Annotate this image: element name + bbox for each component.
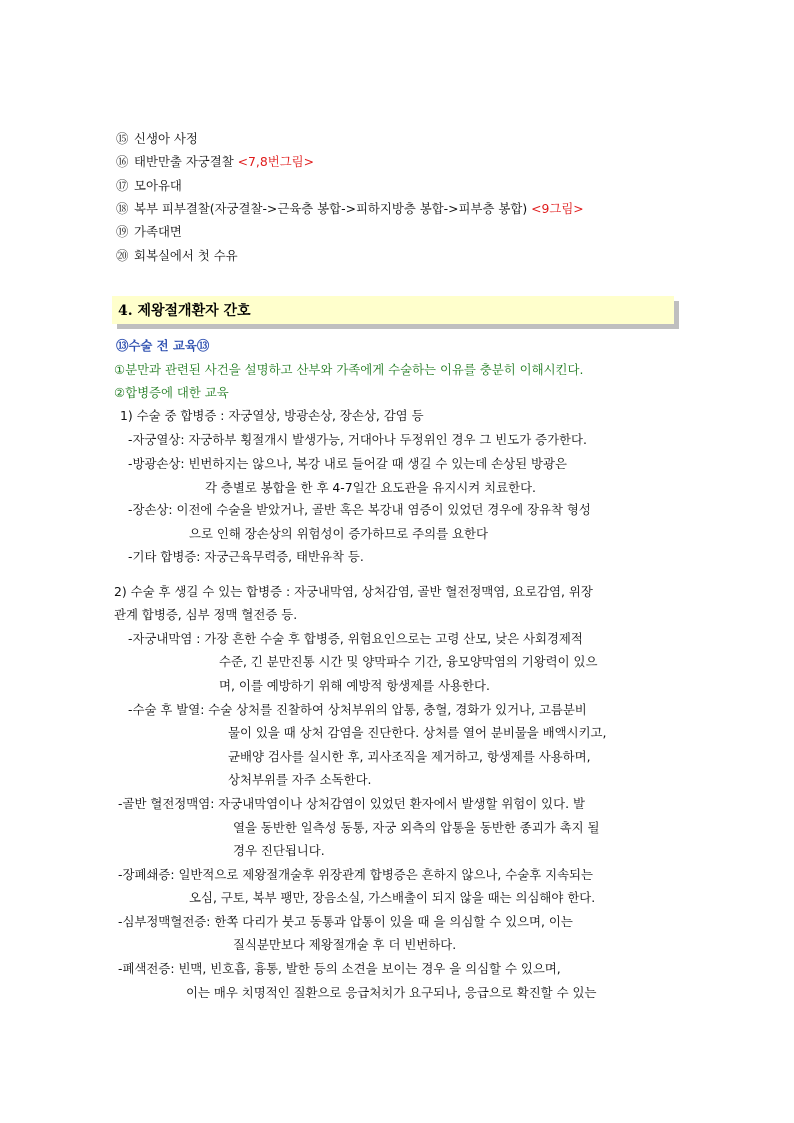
step-19: ⑲ 가족대면 xyxy=(116,224,182,239)
step-18: ⑱ 복부 피부결찰(자궁결찰->근육층 봉합->피하지방층 봉합->피부층 봉합) <9그림> xyxy=(116,201,584,216)
step-16: ⑯ 태반만출 자궁결찰 <7,8번그림> xyxy=(116,154,315,169)
step-15: ⑮ 신생아 사정 xyxy=(116,131,198,146)
text-line: -골반 혈전정맥염: 자궁내막염이나 상처감염이 있었던 환자에서 발생할 위험이 있다. 발 xyxy=(118,796,585,811)
text-line: 각 층별로 봉합을 한 후 4-7일간 요도관을 유지시켜 치료한다. xyxy=(205,480,536,495)
text-line: 상처부위를 자주 소독한다. xyxy=(228,772,372,787)
text-line: 오심, 구토, 복부 팽만, 장음소실, 가스배출이 되지 않을 때는 의심해야 한다. xyxy=(189,890,596,905)
step-20: ⑳ 회복실에서 첫 수유 xyxy=(116,248,238,263)
step-17: ⑰ 모아유대 xyxy=(116,178,182,193)
text-line: 질식분만보다 제왕절개술 후 더 빈번하다. xyxy=(233,937,457,952)
text-line: -자궁내막염 : 가장 흔한 수술 후 합병증, 위험요인으로는 고령 산모, 낮은 사회경제적 xyxy=(128,631,583,646)
figure-ref: <9그림> xyxy=(531,201,584,216)
text-line: 2) 수술 후 생길 수 있는 합병증 : 자궁내막염, 상처감염, 골반 혈전정맥염, 요로감염, 위장 xyxy=(114,584,593,599)
subsection-title: ⑬수술 전 교육⑬ xyxy=(116,338,210,353)
text-line: -수술 후 발열: 수술 상처를 진찰하여 상처부위의 압통, 충혈, 경화가 있거나, 고름분비 xyxy=(128,702,587,717)
text-line: 물이 있을 때 상처 감염을 진단한다. 상처를 열어 분비물을 배액시키고, xyxy=(228,725,607,740)
text-line: -방광손상: 빈번하지는 않으나, 복강 내로 들어갈 때 생길 수 있는데 손상된 방광은 xyxy=(128,456,567,471)
education-item-2: ②합병증에 대한 교육 xyxy=(114,385,229,400)
text-line: 며, 이를 예방하기 위해 예방적 항생제를 사용한다. xyxy=(219,678,490,693)
education-item-1: ①분만과 관련된 사건을 설명하고 산부와 가족에게 수술하는 이유를 충분히 이해시킨다. xyxy=(114,362,584,377)
section-title: 4. 제왕절개환자 간호 xyxy=(118,303,251,319)
text-line: 균배양 검사를 실시한 후, 괴사조직을 제거하고, 항생제를 사용하며, xyxy=(228,749,591,764)
section-heading xyxy=(112,296,674,324)
figure-ref: <7,8번그림> xyxy=(237,154,315,169)
text-line: -폐색전증: 빈맥, 빈호흡, 흉통, 발한 등의 소견을 보이는 경우 을 의심할 수 있으며, xyxy=(118,961,561,976)
text-line: 경우 진단됩니다. xyxy=(233,843,325,858)
text-line: 이는 매우 치명적인 질환으로 응급처치가 요구되나, 응급으로 확진할 수 있는 xyxy=(186,985,597,1000)
text-line: -장손상: 이전에 수술을 받았거나, 골반 혹은 복강내 염증이 있었던 경우에 장유착 형성 xyxy=(128,502,591,517)
text-line: 열을 동반한 일측성 동통, 자궁 외측의 압통을 동반한 종괴가 촉지 될 xyxy=(233,820,600,835)
text-line: -자궁열상: 자궁하부 횡절개시 발생가능, 거대아나 두정위인 경우 그 빈도가 증가한다. xyxy=(128,432,587,447)
text-line: 으로 인해 장손상의 위험성이 증가하므로 주의를 요한다 xyxy=(189,526,488,541)
text-line: -심부정맥혈전증: 한쪽 다리가 붓고 동통과 압통이 있을 때 을 의심할 수 있으며, 이는 xyxy=(118,914,573,929)
text-line: 수준, 긴 분만진통 시간 및 양막파수 기간, 융모양막염의 기왕력이 있으 xyxy=(219,654,598,669)
text-line: 1) 수술 중 합병증 : 자궁열상, 방광손상, 장손상, 감염 등 xyxy=(120,408,424,423)
text-line: 관계 합병증, 심부 정맥 혈전증 등. xyxy=(114,607,298,622)
text-line: -기타 합병증: 자궁근육무력증, 태반유착 등. xyxy=(128,549,364,564)
text-line: -장폐쇄증: 일반적으로 제왕절개술후 위장관계 합병증은 흔하지 않으나, 수술후 지속되는 xyxy=(118,867,593,882)
